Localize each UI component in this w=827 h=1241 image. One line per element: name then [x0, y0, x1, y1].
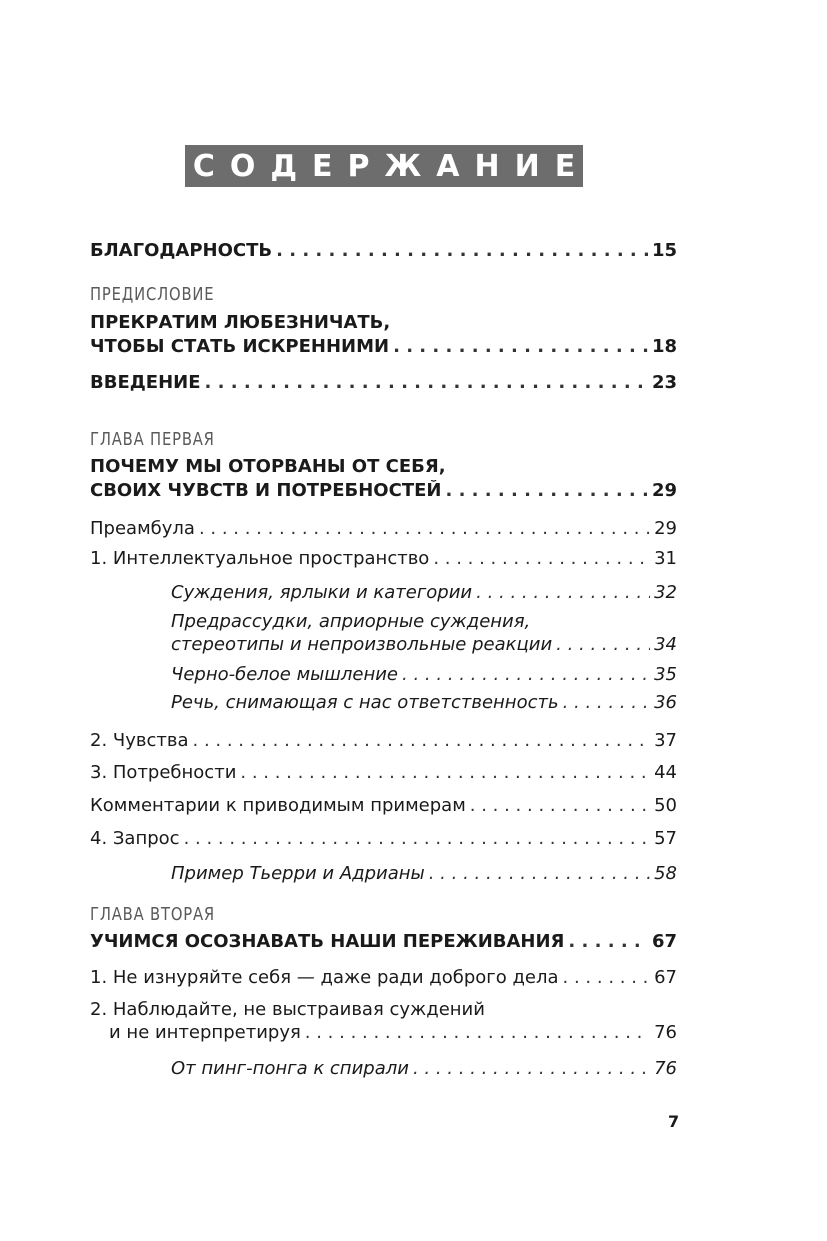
toc-entry-section1a[interactable]	[171, 582, 677, 603]
toc-entry-section1b[interactable]	[171, 634, 677, 655]
entry-text: 3. Потребности	[90, 762, 237, 783]
toc-title: СОДЕРЖАНИЕ	[185, 145, 583, 187]
leader-dots	[240, 762, 650, 783]
leader-dots	[276, 240, 648, 261]
entry-text: ЧТОБЫ СТАТЬ ИСКРЕННИМИ	[90, 336, 390, 357]
toc-entry-section1d[interactable]	[171, 692, 677, 713]
entry-text: ВВЕДЕНИЕ	[90, 372, 201, 393]
toc-entry-ch2-section1[interactable]	[90, 967, 677, 988]
entry-page: 35	[654, 664, 677, 685]
entry-text: и не интерпретируя	[109, 1022, 301, 1043]
leader-dots	[556, 634, 650, 655]
entry-page: 15	[651, 240, 677, 261]
chapter1-label: ГЛАВА ПЕРВАЯ	[90, 429, 215, 450]
entry-text: 1. Интеллектуальное пространство	[90, 548, 430, 569]
entry-page: 29	[651, 480, 677, 501]
toc-entry-ch2-section2a[interactable]	[171, 1058, 677, 1079]
leader-dots	[563, 692, 651, 713]
leader-dots	[470, 795, 650, 816]
entry-page: 18	[651, 336, 677, 357]
leader-dots	[476, 582, 650, 603]
leader-dots	[568, 931, 648, 952]
entry-page: 37	[654, 730, 677, 751]
entry-text: Пример Тьерри и Адрианы	[171, 863, 425, 884]
entry-page: 31	[654, 548, 677, 569]
leader-dots	[445, 480, 647, 501]
leader-dots	[199, 518, 650, 539]
entry-text: УЧИМСЯ ОСОЗНАВАТЬ НАШИ ПЕРЕЖИВАНИЯ	[90, 931, 565, 952]
entry-page: 76	[654, 1022, 677, 1043]
entry-text: СВОИХ ЧУВСТВ И ПОТРЕБНОСТЕЙ	[90, 480, 442, 501]
toc-entry-section1c[interactable]	[171, 664, 677, 685]
entry-text: стереотипы и непроизвольные реакции	[171, 634, 553, 655]
leader-dots	[193, 730, 651, 751]
entry-text: Преамбула	[90, 518, 195, 539]
entry-page: 44	[654, 762, 677, 783]
leader-dots	[433, 548, 650, 569]
chapter2-label: ГЛАВА ВТОРАЯ	[90, 904, 215, 925]
toc-entry-section2[interactable]	[90, 730, 677, 751]
entry-text: Суждения, ярлыки и категории	[171, 582, 473, 603]
toc-entry-preamble[interactable]	[90, 518, 677, 539]
toc-entry-section4a[interactable]	[171, 863, 677, 884]
preface-title-line1: ПРЕКРАТИМ ЛЮБЕЗНИЧАТЬ,	[90, 312, 391, 333]
preface-label: ПРЕДИСЛОВИЕ	[90, 284, 215, 305]
section1b-line1: Предрассудки, априорные суждения,	[171, 611, 531, 632]
leader-dots	[305, 1022, 650, 1043]
toc-entry-thanks[interactable]	[90, 240, 677, 261]
ch2-section2-line1: 2. Наблюдайте, не выстраивая суждений	[90, 999, 485, 1020]
toc-entry-section3[interactable]	[90, 762, 677, 783]
toc-entry-chapter1[interactable]	[90, 480, 677, 501]
entry-page: 32	[654, 582, 677, 603]
entry-page: 23	[651, 372, 677, 393]
entry-text: 4. Запрос	[90, 828, 180, 849]
entry-page: 29	[654, 518, 677, 539]
leader-dots	[393, 336, 648, 357]
chapter1-title-line1: ПОЧЕМУ МЫ ОТОРВАНЫ ОТ СЕБЯ,	[90, 456, 446, 477]
toc-entry-intro[interactable]	[90, 372, 677, 393]
entry-text: Черно-белое мышление	[171, 664, 398, 685]
leader-dots	[402, 664, 650, 685]
entry-page: 36	[654, 692, 677, 713]
entry-page: 67	[654, 967, 677, 988]
leader-dots	[184, 828, 651, 849]
entry-page: 58	[654, 863, 677, 884]
toc-entry-chapter2[interactable]	[90, 931, 677, 952]
entry-text: 2. Чувства	[90, 730, 189, 751]
entry-text: 1. Не изнуряйте себя — даже ради доброго дела	[90, 967, 559, 988]
toc-entry-section1[interactable]	[90, 548, 677, 569]
entry-text: Речь, снимающая с нас ответственность	[171, 692, 559, 713]
leader-dots	[413, 1058, 650, 1079]
toc-entry-comments[interactable]	[90, 795, 677, 816]
entry-page: 76	[654, 1058, 677, 1079]
entry-text: Комментарии к приводимым примерам	[90, 795, 466, 816]
entry-page: 50	[654, 795, 677, 816]
entry-page: 57	[654, 828, 677, 849]
entry-page: 67	[651, 931, 677, 952]
toc-entry-ch2-section2[interactable]	[109, 1022, 677, 1043]
entry-page: 34	[654, 634, 677, 655]
leader-dots	[429, 863, 650, 884]
entry-text: От пинг-понга к спирали	[171, 1058, 409, 1079]
entry-text: БЛАГОДАРНОСТЬ	[90, 240, 273, 261]
toc-entry-preface[interactable]	[90, 336, 677, 357]
leader-dots	[205, 372, 648, 393]
toc-entry-section4[interactable]	[90, 828, 677, 849]
leader-dots	[563, 967, 651, 988]
page-number: 7	[668, 1112, 680, 1131]
